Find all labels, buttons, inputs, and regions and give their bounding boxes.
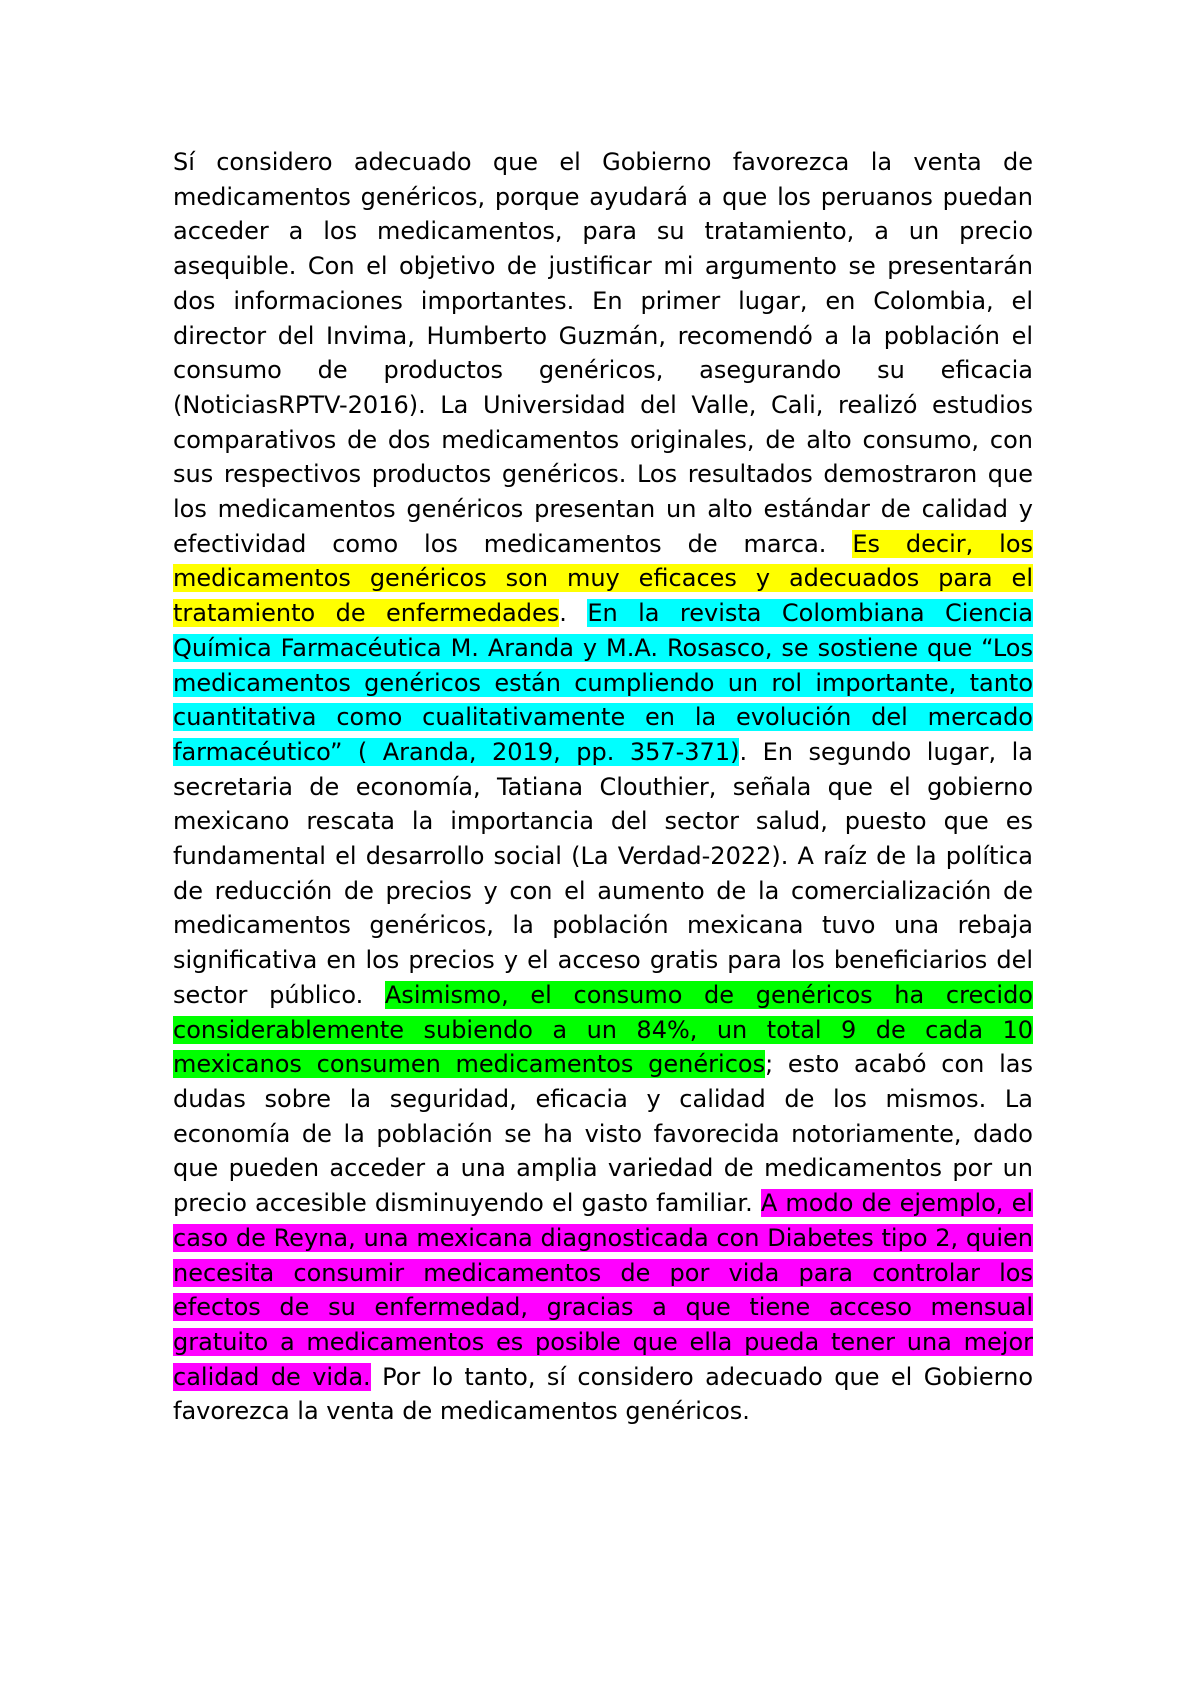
green-trailing-text: ; esto acabó con las dudas sobre la seguridad, eficacia y calidad de los mismos. La economía de la población se ha visto favorecida notoriamente, dado que pueden acceder a una amplia variedad de medicamentos por un precio accesible disminuyendo el gasto familiar. xyxy=(173,1050,1033,1218)
yellow-highlight-text: Es decir, los medicamentos genéricos son muy eficaces y adecuados para el tratamiento de enfermedades xyxy=(173,529,1033,628)
magenta-highlight-text: A modo de ejemplo, el caso de Reyna, una mexicana diagnosticada con Diabetes tipo 2, quien necesita consumir medicamentos de por vida para controlar los efectos de su enfermedad, gracias a que tiene acceso mensual gratuito a medicamentos es posible que ella pueda tener una mejor calidad de vida. xyxy=(173,1189,1033,1391)
intro-text: Sí considero adecuado que el Gobierno favorezca la venta de medicamentos genéricos, porque ayudará a que los peruanos puedan acceder a los medicamentos, para su tratamiento, a un precio asequible. Con el objetivo de justificar mi argumento se presentarán dos informaciones importantes. En primer lugar, en Colombia, el director del Invima, Humberto Guzmán, recomendó a la población el consumo de productos genéricos, asegurando su eficacia (NoticiasRPTV-2016). La Universidad del Valle, Cali, realizó estudios comparativos de dos medicamentos originales, de alto consumo, con sus respectivos productos genéricos. Los resultados demostraron que los medicamentos genéricos presentan un alto estándar de calidad y efectividad como los medicamentos de marca. xyxy=(173,148,1033,558)
conclusion-text: Por lo tanto, sí considero adecuado que el Gobierno favorezca la venta de medicamentos genéricos. xyxy=(173,1362,1033,1426)
yellow-trailing-text: . xyxy=(559,599,588,628)
essay-paragraph xyxy=(173,145,1033,1429)
cyan-highlight-text: En la revista Colombiana Ciencia Química Farmacéutica M. Aranda y M.A. Rosasco, se sostiene que “Los medicamentos genéricos están cumpliendo un rol importante, tanto cuantitativa como cualitativamente en la evolución del mercado farmacéutico” ( Aranda, 2019, pp. 357-371) xyxy=(173,599,1033,766)
green-highlight-text: Asimismo, el consumo de genéricos ha crecido considerablemente subiendo a un 84%, un total 9 de cada 10 mexicanos consumen medicamentos genéricos xyxy=(173,980,1033,1079)
middle-text: . En segundo lugar, la secretaria de economía, Tatiana Clouthier, señala que el gobierno mexicano rescata la importancia del sector salud, puesto que es fundamental el desarrollo social (La Verdad-2022). A raíz de la política de reducción de precios y con el aumento de la comercialización de medicamentos genéricos, la población mexicana tuvo una rebaja significativa en los precios y el acceso gratis para los beneficiarios del sector público. xyxy=(173,737,1033,1009)
